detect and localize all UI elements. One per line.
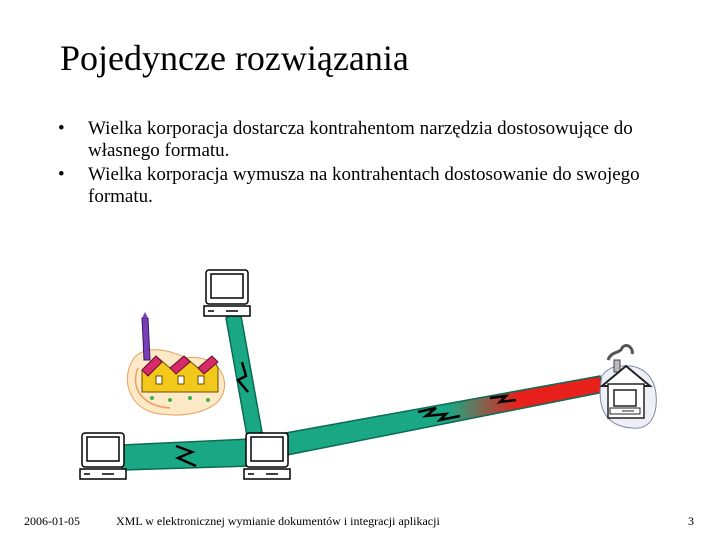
link-left-center <box>122 439 250 470</box>
footer-date: 2006-01-05 <box>24 514 80 528</box>
factory-icon <box>127 312 224 415</box>
house-icon <box>600 346 656 429</box>
bullet-marker: • <box>58 118 65 139</box>
bullet-text: Wielka korporacja dostarcza kontrahentom narzędzia dostosowujące do własnego formatu. <box>88 118 633 161</box>
slide-title: Pojedyncze rozwiązania <box>60 38 409 78</box>
link-center-house <box>258 376 604 460</box>
page-number: 3 <box>688 514 694 528</box>
link-top-center <box>226 310 262 436</box>
bullet-text: Wielka korporacja wymusza na kontrahentach dostosowanie do swojego formatu. <box>88 164 640 207</box>
footer-caption: XML w elektronicznej wymianie dokumentów i integracji aplikacji <box>116 514 440 528</box>
bullet-marker: • <box>58 164 65 185</box>
computer-icon <box>80 433 126 479</box>
computer-icon <box>204 270 250 316</box>
computer-icon <box>244 433 290 479</box>
